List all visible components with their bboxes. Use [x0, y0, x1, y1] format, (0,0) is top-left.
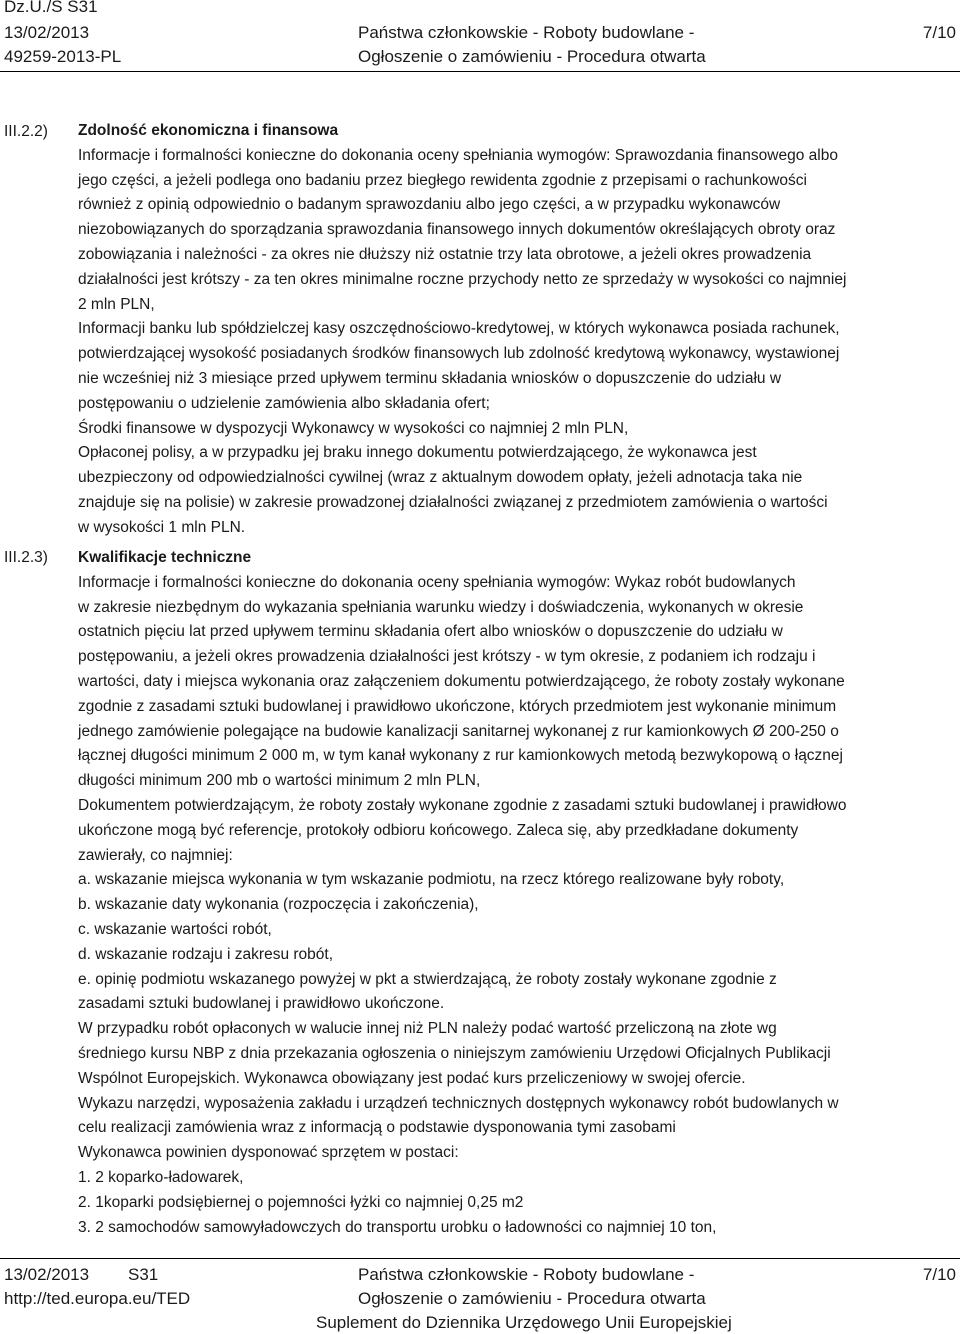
section-line: również z opinią odpowiednio o badanym sprawozdaniu albo jego części, a w przypadku wykonawców [78, 196, 781, 214]
section-line: zobowiązania i należności - za okres nie dłuższy niż ostatnie trzy lata obrotowe, a jeżeli okres prowadzenia [78, 245, 812, 263]
section-title: Kwalifikacje techniczne [78, 549, 252, 566]
notice-id: 49259-2013-PL [4, 47, 122, 66]
footer-date: 13/02/2013 [4, 1265, 90, 1284]
section-line: wartości, daty i miejsca wykonania oraz załączeniem dokumentu potwierdzającego, że roboty zostały wykonane [78, 672, 845, 690]
section-line: ostatnich pięciu lat przed upływem terminu składania ofert albo wniosków o dopuszczenie do udziału w [78, 623, 783, 641]
section-line: znajduje się na polisie) w zakresie prowadzonej działalności związanej z przedmiotem zamówienia o wartości [78, 493, 828, 511]
section-line: Wykazu narzędzi, wyposażenia zakładu i urządzeń technicznych dostępnych wykonawcy robót budowlanych w [78, 1094, 839, 1112]
journal-reference: Dz.U./S S31 [4, 0, 98, 16]
section-line: 2 mln PLN, [78, 295, 155, 313]
section-line: ukończone mogą być referencje, protokoły odbioru końcowego. Zaleca się, aby przedkładane dokumenty [78, 821, 799, 839]
section-line: W przypadku robót opłaconych w walucie innej niż PLN należy podać wartość przeliczoną na złote wg [78, 1020, 777, 1038]
section-line: Wspólnot Europejskich. Wykonawca obowiązany jest podać kurs przeliczeniowy w swojej ofercie. [78, 1069, 746, 1087]
section-line: Informacje i formalności konieczne do dokonania oceny spełniania wymogów: Wykaz robót budowlanych [78, 573, 796, 591]
header-doc-type-line2: Ogłoszenie o zamówieniu - Procedura otwarta [358, 47, 706, 66]
section-line: c. wskazanie wartości robót, [78, 920, 272, 938]
section-line: nie wcześniej niż 3 miesiące przed upływem terminu składania wniosków o dopuszczenie do udziału w [78, 369, 782, 387]
section-line: ubezpieczony od odpowiedzialności cywilnej (wraz z aktualnym dowodem opłaty, jeżeli adnotacja taka nie [78, 469, 803, 487]
section-number-iii-2-3: III.2.3) [4, 549, 48, 566]
footer-doc-type-line2: Ogłoszenie o zamówieniu - Procedura otwarta [358, 1289, 706, 1308]
section-line: 2. 1koparki podsiębiernej o pojemności łyżki co najmniej 0,25 m2 [78, 1193, 524, 1211]
section-line: w zakresie niezbędnym do wykazania spełniania warunku wiedzy i doświadczenia, wykonanych w okresie [78, 598, 804, 616]
section-line: działalności jest krótszy - za ten okres minimalne roczne przychody netto ze sprzedaży w wysokości co najmniej [78, 270, 847, 288]
section-line: długości minimum 200 mb o wartości minimum 2 mln PLN, [78, 772, 481, 790]
section-line: e. opinię podmiotu wskazanego powyżej w pkt a stwierdzającą, że roboty zostały wykonane zgodnie z [78, 970, 777, 988]
section-number-iii-2-2: III.2.2) [4, 123, 48, 140]
section-line: postępowaniu, a jeżeli okres prowadzenia działalności jest krótszy - w tym okresie, z podaniem ich rodzaju i [78, 648, 816, 666]
section-line: Opłaconej polisy, a w przypadku jej braku innego dokumentu potwierdzającego, że wykonawca jest [78, 444, 757, 462]
section-technical-qualifications [78, 546, 956, 1240]
section-line: Informacji banku lub spółdzielczej kasy oszczędnościowo-kredytowej, w których wykonawca posiada rachunek, [78, 320, 840, 338]
footer-series: S31 [128, 1265, 159, 1284]
footer-divider [0, 1258, 960, 1259]
section-line: potwierdzającej wysokość posiadanych środków finansowych lub zdolność kredytową wykonawcy, wystawionej [78, 345, 840, 363]
section-line: b. wskazanie daty wykonania (rozpoczęcia i zakończenia), [78, 896, 479, 914]
section-line: celu realizacji zamówienia wraz z informacją o podstawie dysponowania tymi zasobami [78, 1119, 676, 1137]
section-line: jego części, a jeżeli podlega ono badaniu przez biegłego rewidenta zgodnie z przepisami o rachunkowości [78, 171, 807, 189]
section-line: niezobowiązanych do sporządzania sprawozdania finansowego innych dokumentów określających obroty oraz [78, 221, 836, 239]
section-line: zasadami sztuki budowlanej i prawidłowo ukończone. [78, 995, 445, 1013]
section-economic-financial [78, 119, 956, 541]
section-line: postępowaniu o udzielenie zamówienia albo składania ofert; [78, 394, 490, 412]
section-line: d. wskazanie rodzaju i zakresu robót, [78, 945, 334, 963]
section-line: średniego kursu NBP z dnia przekazania ogłoszenia o niniejszym zamówieniu Urzędowi Oficjalnych Publikacji [78, 1044, 831, 1062]
footer-supplement-title: Suplement do Dziennika Urzędowego Unii Europejskiej [316, 1313, 732, 1332]
section-line: w wysokości 1 mln PLN. [78, 518, 246, 536]
ted-website-link[interactable]: http://ted.europa.eu/TED [4, 1289, 191, 1308]
footer-doc-type-line1: Państwa członkowskie - Roboty budowlane - [358, 1265, 695, 1284]
header-divider [0, 71, 960, 72]
section-line: 3. 2 samochodów samowyładowczych do transportu urobku o ładowności co najmniej 10 ton, [78, 1218, 717, 1236]
section-line: Dokumentem potwierdzającym, że roboty zostały wykonane zgodnie z zasadami sztuki budowlanej i prawidłowo [78, 796, 847, 814]
section-line: a. wskazanie miejsca wykonania w tym wskazanie podmiotu, na rzecz którego realizowane były roboty, [78, 871, 785, 889]
section-line: Informacje i formalności konieczne do dokonania oceny spełniania wymogów: Sprawozdania finansowego albo [78, 146, 838, 164]
section-line: łącznej długości minimum 2 000 m, w tym kanał wykonany z rur kamionkowych metodą bezwykopową o łącznej [78, 747, 843, 765]
publication-date: 13/02/2013 [4, 23, 90, 42]
section-line: Wykonawca powinien dysponować sprzętem w postaci: [78, 1144, 459, 1162]
section-line: Środki finansowe w dyspozycji Wykonawcy w wysokości co najmniej 2 mln PLN, [78, 419, 629, 437]
section-title: Zdolność ekonomiczna i finansowa [78, 122, 339, 139]
section-line: 1. 2 koparko-ładowarek, [78, 1168, 244, 1186]
header-doc-type-line1: Państwa członkowskie - Roboty budowlane - [358, 23, 695, 42]
section-line: zawierały, co najmniej: [78, 846, 233, 864]
footer-page-number: 7/10 [922, 1265, 956, 1284]
section-line: jednego zamówienie polegające na budowie kanalizacji sanitarnej wykonanej z rur kamionkowych Ø 200-250 o [78, 722, 839, 740]
header-page-number: 7/10 [922, 23, 956, 42]
section-line: zgodnie z zasadami sztuki budowlanej i prawidłowo ukończone, których przedmiotem jest wykonanie minimum [78, 697, 837, 715]
